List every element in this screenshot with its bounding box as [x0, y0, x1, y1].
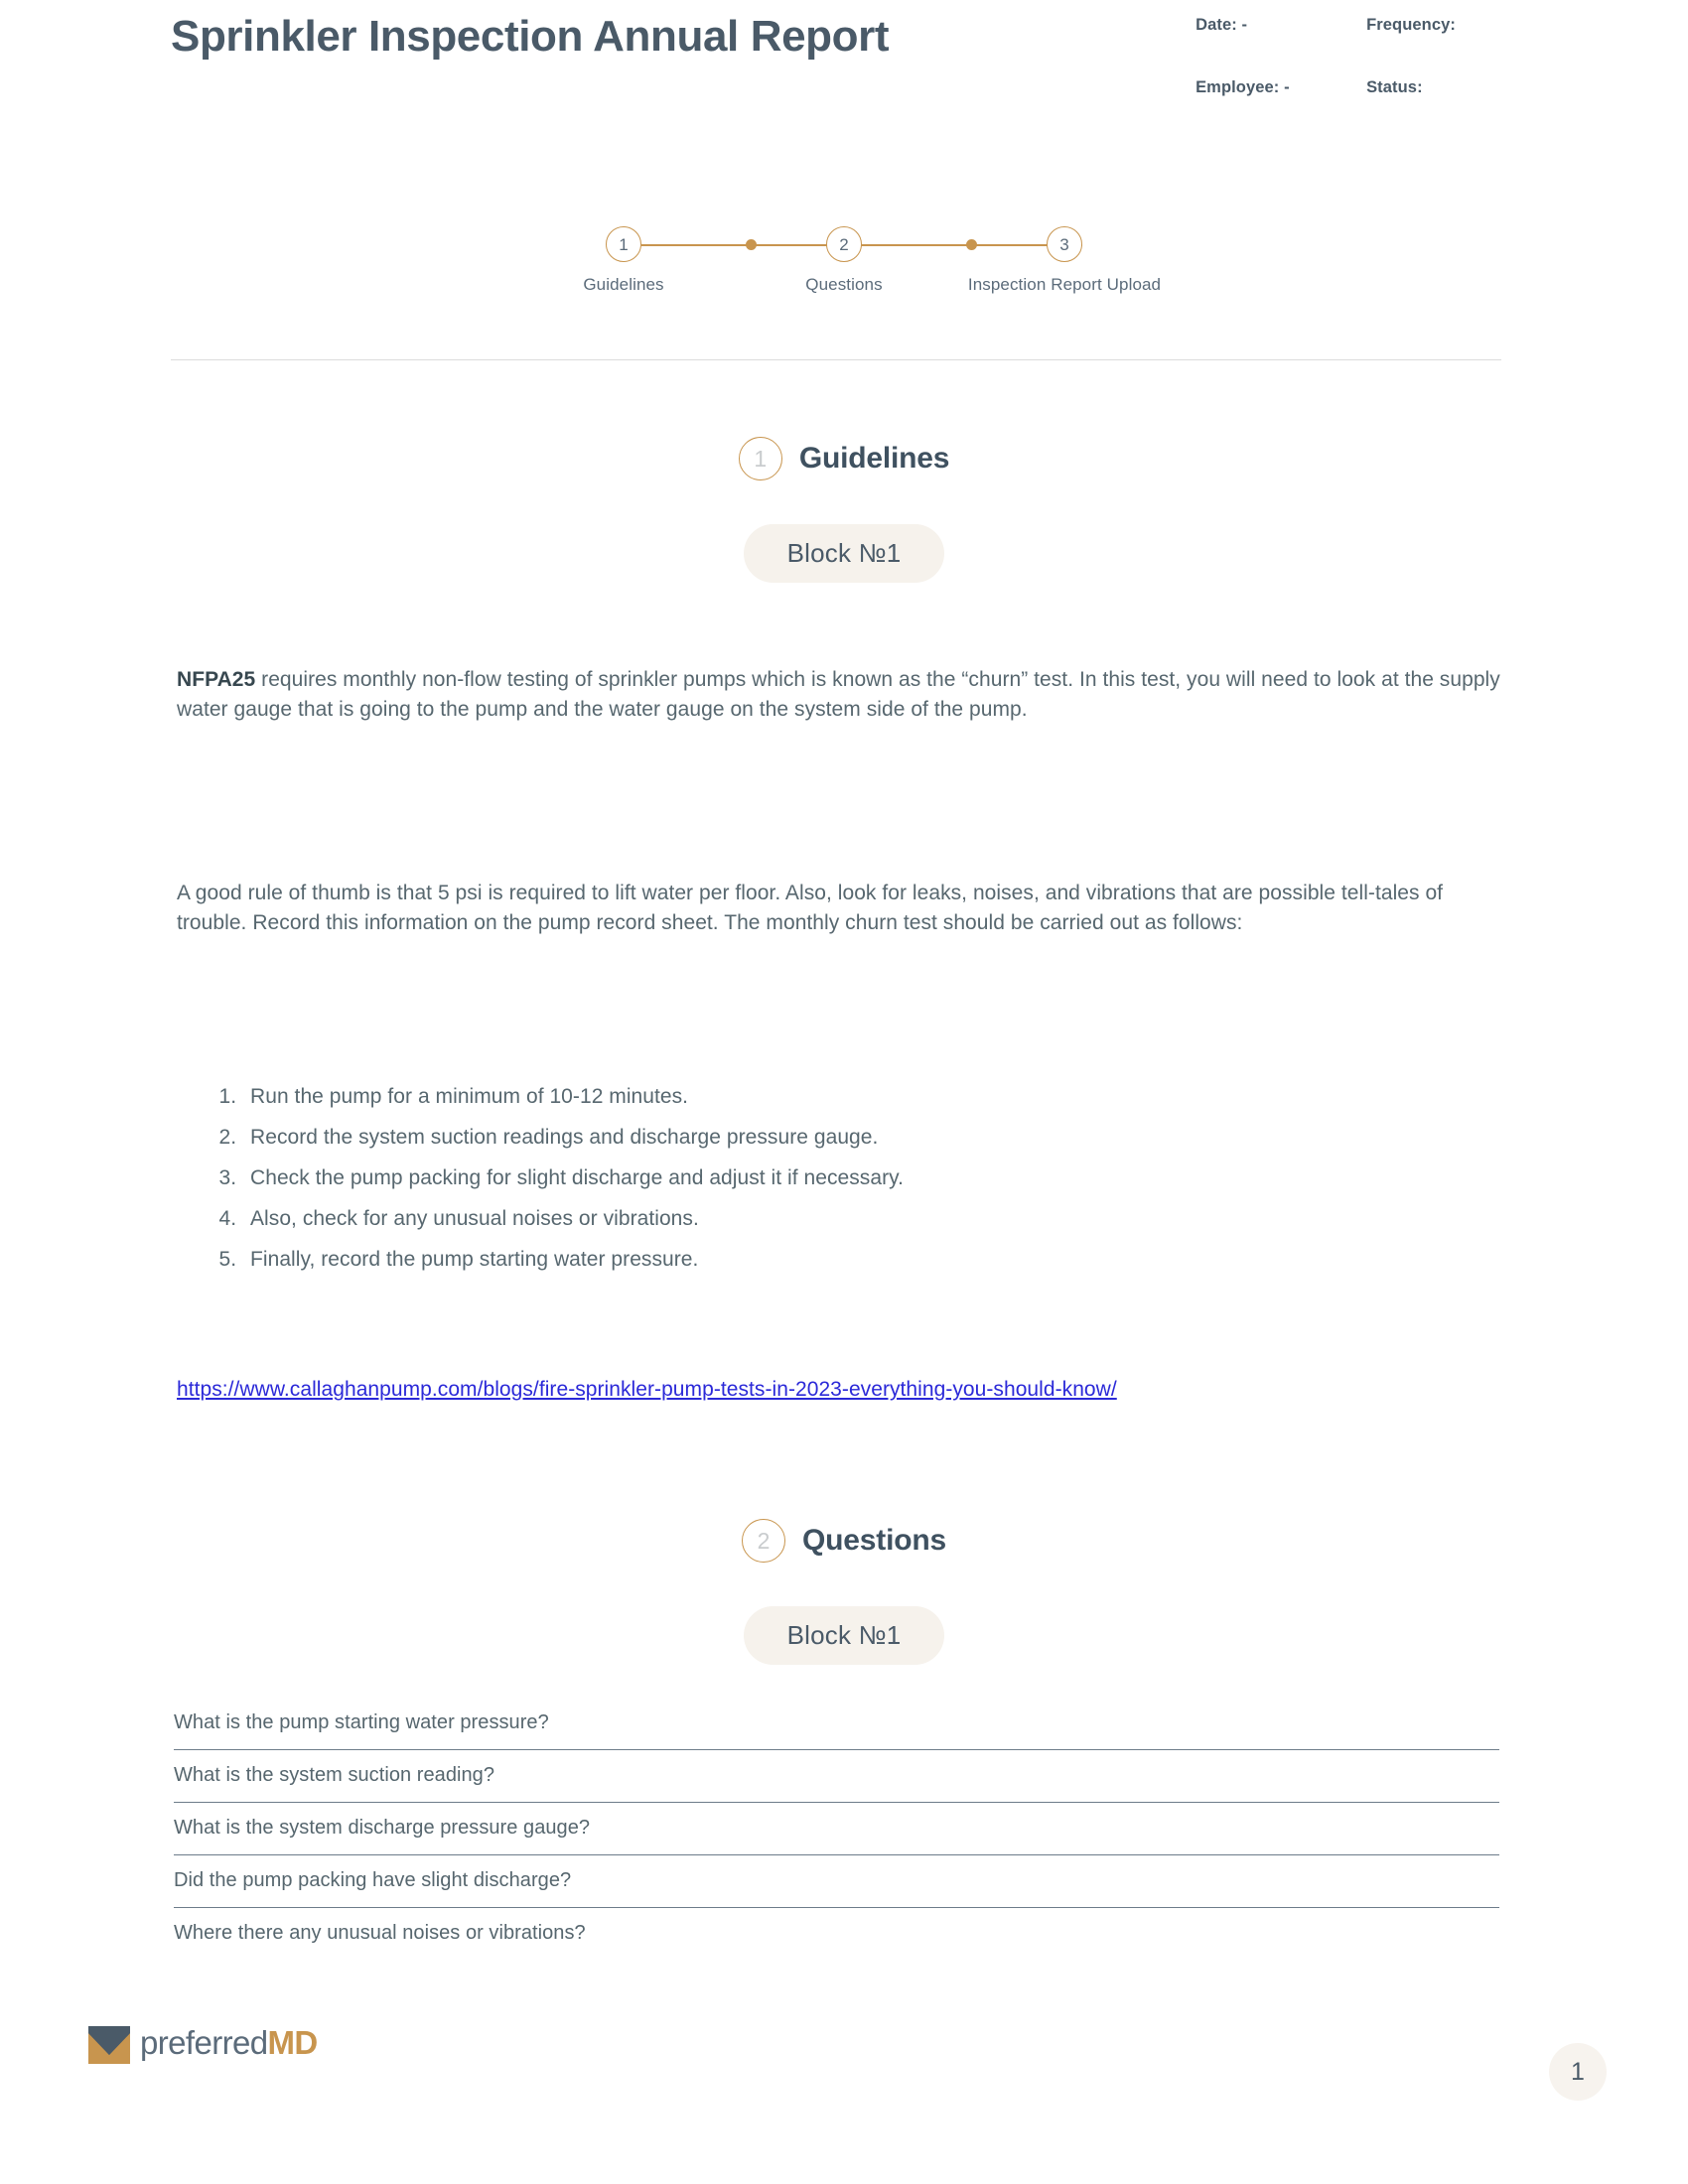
- list-item: 3. Check the pump packing for slight discharge and adjust it if necessary.: [242, 1163, 1502, 1193]
- guidelines-ordered-list: [177, 1082, 1502, 1275]
- question-row[interactable]: Where there any unusual noises or vibrations?: [174, 1922, 586, 1944]
- reference-link[interactable]: https://www.callaghanpump.com/blogs/fire-sprinkler-pump-tests-in-2023-everything-you-should-know/: [177, 1378, 1117, 1401]
- footer-logo: [87, 2020, 318, 2064]
- document-header: [0, 0, 1688, 189]
- document-meta: [1196, 0, 1456, 97]
- meta-employee: Employee: -: [1196, 78, 1290, 96]
- stepper-dot-1: [746, 239, 757, 250]
- list-item: 4. Also, check for any unusual noises or vibrations.: [242, 1204, 1502, 1234]
- questions-list: [174, 1698, 1499, 1960]
- stepper-step-3-number: 3: [1047, 226, 1082, 262]
- stepper-step-3-label: Inspection Report Upload: [967, 275, 1162, 294]
- stepper-step-1-label: Guidelines: [583, 275, 664, 294]
- guidelines-paragraph-1-rest: requires monthly non-flow testing of sprinkler pumps which is known as the “churn” test. In this test, you will need to look at the supply water gauge that is going to the pump and the water gauge on the system side of the pump.: [177, 668, 1500, 721]
- section-title-questions: Questions: [802, 1524, 946, 1557]
- meta-date: Date: -: [1196, 16, 1248, 34]
- guidelines-step-list: [177, 1082, 1502, 1287]
- logo-text-md: MD: [267, 2023, 318, 2061]
- section-number-badge: 1: [739, 437, 782, 480]
- section-title-guidelines: Guidelines: [798, 442, 950, 475]
- stepper-step-1-number: 1: [606, 226, 641, 262]
- guidelines-block-badge-wrap: [0, 524, 1688, 583]
- question-row[interactable]: What is the pump starting water pressure?: [174, 1698, 1499, 1750]
- list-item: 2. Record the system suction readings and discharge pressure gauge.: [242, 1123, 1502, 1153]
- meta-frequency: Frequency:: [1366, 16, 1456, 34]
- logo-text-preferred: preferred: [140, 2023, 268, 2061]
- stepper-step-2-number: 2: [826, 226, 862, 262]
- guidelines-block-badge: Block №1: [744, 524, 945, 583]
- question-row[interactable]: Did the pump packing have slight discharge?: [174, 1855, 1499, 1908]
- section-number-badge: 2: [742, 1519, 785, 1563]
- guidelines-paragraph-2: A good rule of thumb is that 5 psi is required to lift water per floor. Also, look for leaks, noises, and vibrations that are possible tell-tales of trouble. Record this information on the pump record sheet. The monthly churn test should be carried out as follows:: [177, 882, 1444, 934]
- guidelines-paragraph-1-bold: NFPA25: [177, 668, 256, 691]
- meta-status: Status:: [1366, 78, 1423, 96]
- list-item: 1. Run the pump for a minimum of 10-12 minutes.: [242, 1082, 1502, 1112]
- stepper-step-2-label: Questions: [805, 275, 883, 294]
- logo-wordmark: [140, 2023, 318, 2061]
- stepper-dot-2: [966, 239, 977, 250]
- preferredmd-checkmark-icon: [87, 2020, 131, 2064]
- section-heading-guidelines: [0, 437, 1688, 480]
- questions-block-badge: Block №1: [744, 1606, 945, 1665]
- questions-block-badge-wrap: [0, 1606, 1688, 1665]
- list-item: 5. Finally, record the pump starting water pressure.: [242, 1245, 1502, 1275]
- stepper-step-inspection-report-upload[interactable]: [954, 226, 1175, 296]
- guidelines-paragraph-1: [177, 665, 1502, 724]
- stepper-step-questions[interactable]: [734, 226, 954, 296]
- header-divider: [171, 359, 1501, 360]
- progress-stepper: [0, 226, 1688, 296]
- guidelines-reference-link-wrap: [177, 1375, 1458, 1405]
- stepper-step-guidelines[interactable]: [513, 226, 734, 296]
- page-number-badge: 1: [1549, 2043, 1607, 2101]
- stepper-track: [513, 226, 1175, 296]
- question-row[interactable]: What is the system suction reading?: [174, 1750, 1499, 1803]
- question-row[interactable]: What is the system discharge pressure gauge?: [174, 1803, 1499, 1855]
- page-title: Sprinkler Inspection Annual Report: [171, 12, 890, 61]
- section-heading-questions: [0, 1519, 1688, 1563]
